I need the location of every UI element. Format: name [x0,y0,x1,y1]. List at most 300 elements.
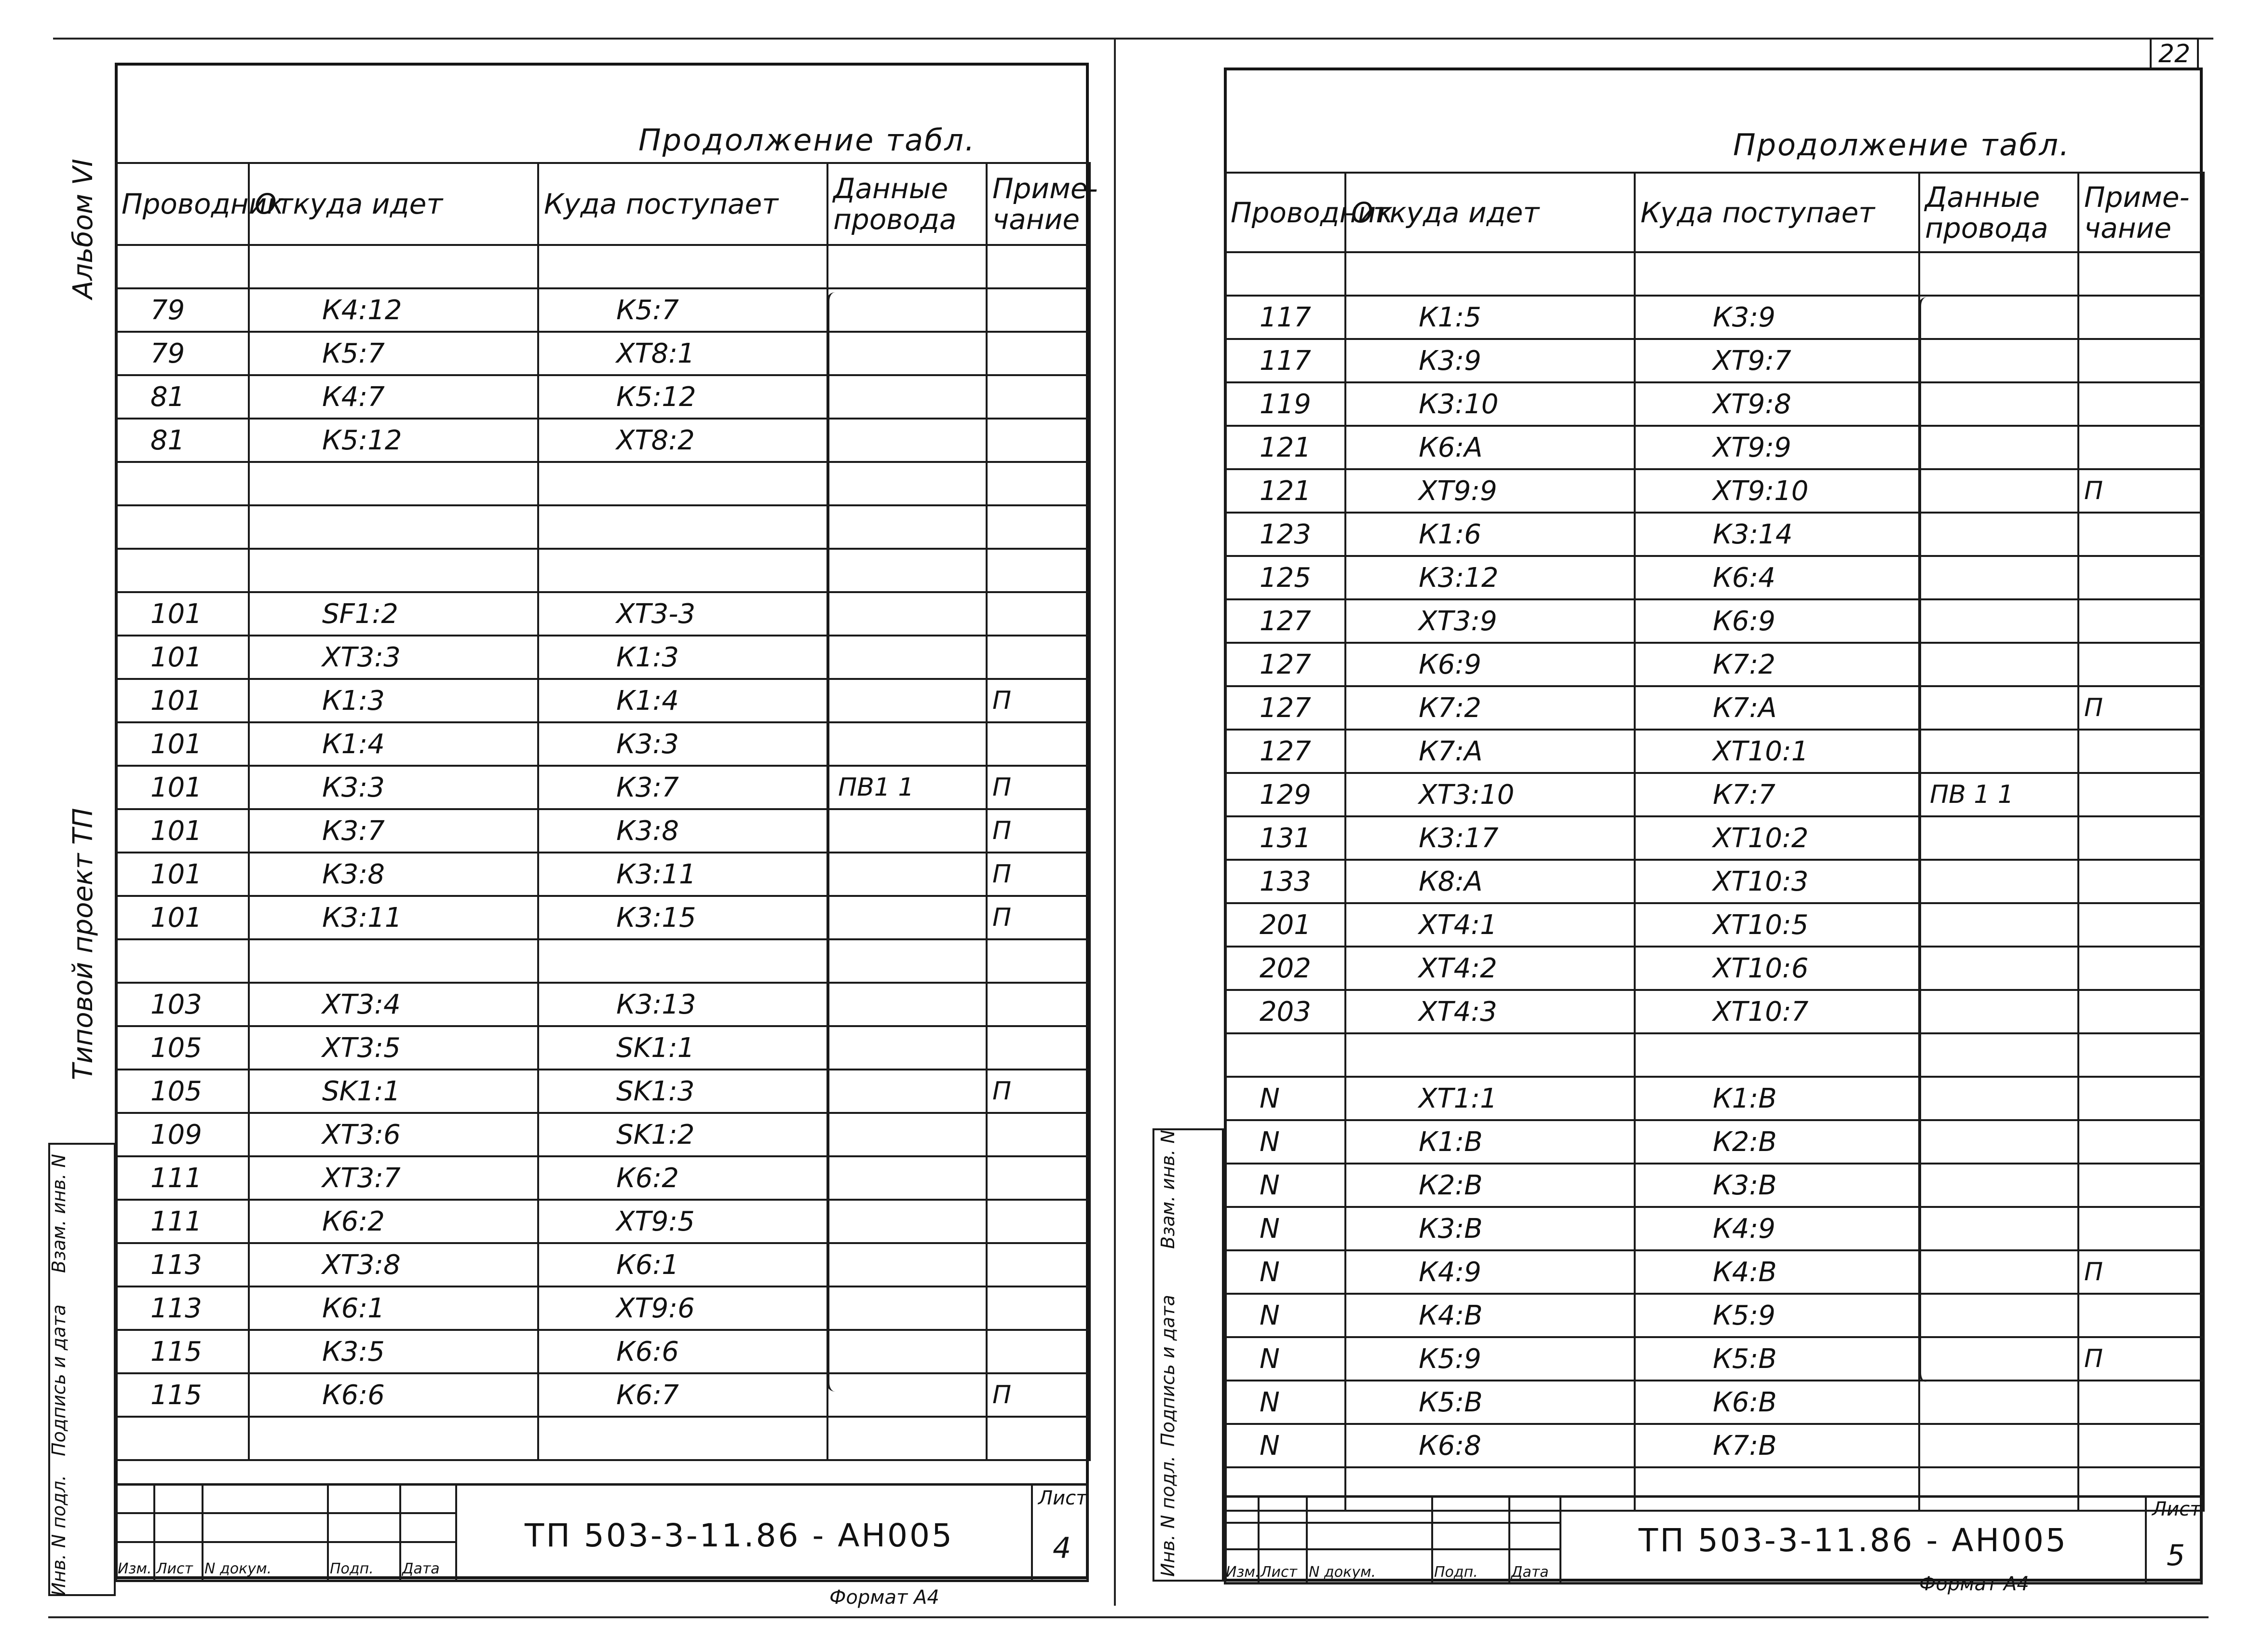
cell-note [987,1243,1090,1286]
cell-from: К1:В [1345,1120,1635,1164]
cell-from: К7:2 [1345,686,1635,730]
cell-to [538,505,827,549]
cell-note [2078,339,2204,382]
cell-note [2078,599,2204,643]
cell-from: К6:6 [249,1373,538,1417]
cell-wire: 125 [1225,556,1345,599]
table-row [116,1070,1090,1113]
cell-from: К6:2 [249,1200,538,1243]
cell-note [2078,1294,2204,1337]
cell-wire: 111 [116,1200,249,1243]
cell-data [1919,1337,2078,1381]
cell-wire: 123 [1225,513,1345,556]
cell-from: К1:3 [249,679,538,722]
table-row [116,1026,1090,1070]
cell-wire [116,1417,249,1460]
cell-data [827,809,987,853]
cell-note: П [2078,686,2204,730]
side-vzam-label: Взам. инв. N [48,1154,69,1273]
cell-note [2078,382,2204,426]
table-row [1225,773,2204,816]
right-page [1224,68,2203,1582]
cell-data [1919,1207,2078,1250]
cell-data [827,1156,987,1200]
cell-note [987,419,1090,462]
cell-note [987,636,1090,679]
cell-to [538,245,827,288]
cell-from: К2:В [1345,1164,1635,1207]
table-row [1225,382,2204,426]
cell-to: К3:14 [1635,513,1919,556]
header-data: Данные провода [1919,173,2078,252]
cell-wire [116,549,249,592]
cell-from [249,939,538,983]
cell-wire [116,939,249,983]
cell-to: ХТ10:3 [1635,860,1919,903]
cell-note [2078,1077,2204,1120]
cell-data [827,1417,987,1460]
cell-wire: 101 [116,722,249,766]
cell-note [987,939,1090,983]
cell-wire: N [1225,1077,1345,1120]
cell-to: К3:В [1635,1164,1919,1207]
cell-wire: 115 [116,1330,249,1373]
cell-to: К6:9 [1635,599,1919,643]
cell-to: ХТ10:2 [1635,816,1919,860]
cell-wire: 101 [116,809,249,853]
cell-to: К4:В [1635,1250,1919,1294]
cell-from: ХТ3:3 [249,636,538,679]
cell-to: К7:7 [1635,773,1919,816]
cell-data [827,288,987,332]
title-block-right [1224,1495,2203,1584]
cell-wire: 79 [116,332,249,375]
cell-to: К6:4 [1635,556,1919,599]
stamp-col-sign: Подп. [1434,1564,1478,1581]
cell-to [1635,252,1919,296]
cell-wire: 201 [1225,903,1345,947]
table-row [116,505,1090,549]
cell-from: К3:9 [1345,339,1635,382]
document-code: ТП 503-3-11.86 - АН005 [1639,1522,2068,1559]
cell-note: П [987,853,1090,896]
cell-wire: 81 [116,375,249,419]
cell-to: К6:6 [538,1330,827,1373]
cell-wire [1225,252,1345,296]
cell-from: ХТ3:7 [249,1156,538,1200]
cell-to: К3:3 [538,722,827,766]
cell-data [827,983,987,1026]
table-row [1225,339,2204,382]
stamp-row-line [115,1512,457,1514]
cell-data [827,419,987,462]
center-fold-line [1114,39,1116,1606]
sheet-label: Лист [2152,1498,2201,1520]
cell-from: К3:12 [1345,556,1635,599]
cell-note [987,505,1090,549]
cell-data [827,1243,987,1286]
cell-data [827,1113,987,1156]
cell-to: ХТ9:10 [1635,469,1919,513]
cell-to: К5:В [1635,1337,1919,1381]
cell-data [1919,1077,2078,1120]
cell-data [827,679,987,722]
table-row [1225,599,2204,643]
cell-note [987,288,1090,332]
table-row [116,1113,1090,1156]
cell-from: SF1:2 [249,592,538,636]
cell-to: SK1:1 [538,1026,827,1070]
cell-data [1919,426,2078,469]
cell-to: ХТ9:7 [1635,339,1919,382]
cell-data [827,1286,987,1330]
cell-data [1919,816,2078,860]
cell-note [987,245,1090,288]
cell-from: ХТ3:4 [249,983,538,1026]
cell-note [2078,1207,2204,1250]
cell-note [2078,1164,2204,1207]
table-row [1225,556,2204,599]
side-vzam-label: Взам. инв. N [1157,1130,1179,1249]
table-row [116,983,1090,1026]
cell-data [827,1200,987,1243]
cell-data [827,592,987,636]
cell-data [1919,947,2078,990]
cell-from: К3:11 [249,896,538,939]
cell-from [1345,252,1635,296]
stamp-col-date: Дата [402,1560,440,1577]
cell-to [538,939,827,983]
cell-data [1919,730,2078,773]
cell-from: К3:5 [249,1330,538,1373]
cell-wire: 127 [1225,686,1345,730]
table-row [1225,296,2204,339]
title-block-left [115,1483,1089,1582]
cell-wire: 109 [116,1113,249,1156]
cell-wire: 127 [1225,730,1345,773]
cell-wire: 117 [1225,339,1345,382]
cell-to: ХТ3-3 [538,592,827,636]
header-to: Куда поступает [1635,173,1919,252]
cell-data [1919,252,2078,296]
cell-note [987,1026,1090,1070]
table-row [116,592,1090,636]
cell-to: К1:4 [538,679,827,722]
header-wire: Проводник [1225,173,1345,252]
cell-from: К6:А [1345,426,1635,469]
wiring-table-left [115,162,1098,1461]
wiring-table-right [1224,172,2205,1512]
cell-to: SK1:3 [538,1070,827,1113]
cell-wire: N [1225,1424,1345,1467]
cell-to: К5:9 [1635,1294,1919,1337]
cell-to: К7:А [1635,686,1919,730]
stamp-col-izm: Изм. [1226,1564,1260,1581]
left-page [115,63,1098,1579]
table-row [116,1200,1090,1243]
cell-to: К6:1 [538,1243,827,1286]
table-row [1225,1207,2204,1250]
cell-wire: N [1225,1294,1345,1337]
cell-wire: 127 [1225,643,1345,686]
cell-from [1345,1033,1635,1077]
table-row [1225,686,2204,730]
table-row [116,939,1090,983]
cell-wire [1225,1033,1345,1077]
cell-note: П [987,679,1090,722]
bracket-right [1918,297,1936,1382]
cell-from: К3:В [1345,1207,1635,1250]
stamp-col-date: Дата [1511,1564,1549,1581]
cell-note [2078,1381,2204,1424]
cell-note [987,375,1090,419]
continuation-title: Продолжение табл. [1733,127,2071,162]
cell-data [827,245,987,288]
cell-data: ПВ 1 1 [1919,773,2078,816]
cell-to: ХТ9:6 [538,1286,827,1330]
header-from: Откуда идет [249,163,538,245]
cell-note [987,722,1090,766]
table-row [1225,1120,2204,1164]
cell-from: К3:3 [249,766,538,809]
cell-wire: 101 [116,853,249,896]
table-row [116,332,1090,375]
cell-from: К6:1 [249,1286,538,1330]
cell-data [827,549,987,592]
cell-data [1919,469,2078,513]
table-row [1225,1164,2204,1207]
cell-to: К3:8 [538,809,827,853]
side-sign-label: Подпись и дата [48,1304,69,1456]
cell-from: К4:9 [1345,1250,1635,1294]
table-row [1225,903,2204,947]
cell-to: К3:15 [538,896,827,939]
page-number: 22 [2150,38,2199,70]
cell-wire: N [1225,1381,1345,1424]
cell-from: К8:А [1345,860,1635,903]
cell-to: К3:9 [1635,296,1919,339]
cell-to: ХТ9:8 [1635,382,1919,426]
cell-from [249,245,538,288]
cell-from [249,505,538,549]
cell-note: П [987,1373,1090,1417]
cell-from: ХТ4:1 [1345,903,1635,947]
cell-wire: 101 [116,636,249,679]
cell-from: ХТ3:10 [1345,773,1635,816]
cell-wire: N [1225,1164,1345,1207]
cell-note [2078,947,2204,990]
table-row [116,679,1090,722]
cell-wire: 103 [116,983,249,1026]
cell-data [827,375,987,419]
cell-to: К7:2 [1635,643,1919,686]
cell-from: К5:12 [249,419,538,462]
stamp-col [399,1483,401,1582]
cell-note: П [987,896,1090,939]
table-row [116,245,1090,288]
cell-data [1919,339,2078,382]
cell-from: К7:А [1345,730,1635,773]
cell-wire: 133 [1225,860,1345,903]
cell-wire: 101 [116,592,249,636]
header-note: Приме-чание [987,163,1090,245]
cell-note [987,462,1090,505]
table-row [1225,1077,2204,1120]
cell-to: SK1:2 [538,1113,827,1156]
table-row [1225,1337,2204,1381]
cell-wire: 111 [116,1156,249,1200]
table-row [116,375,1090,419]
cell-wire: N [1225,1120,1345,1164]
cell-note [987,983,1090,1026]
cell-data [827,722,987,766]
cell-to: К1:В [1635,1077,1919,1120]
cell-to: К3:13 [538,983,827,1026]
stamp-row-line [1224,1522,1561,1524]
cell-from: ХТ3:8 [249,1243,538,1286]
stamp-col-list: Лист [156,1560,193,1577]
cell-note [987,1286,1090,1330]
cell-note [2078,816,2204,860]
table-row [116,1417,1090,1460]
cell-to: К3:11 [538,853,827,896]
cell-wire [116,462,249,505]
table-row [1225,1250,2204,1294]
table-row [1225,643,2204,686]
cell-note [2078,556,2204,599]
cell-wire: 113 [116,1243,249,1286]
sheet-label: Лист [1038,1487,1087,1509]
cell-note [2078,1033,2204,1077]
cell-note [987,1330,1090,1373]
cell-to: ХТ10:7 [1635,990,1919,1033]
cell-data [1919,990,2078,1033]
cell-data [1919,1164,2078,1207]
cell-data [1919,556,2078,599]
table-row [116,722,1090,766]
cell-note [2078,1120,2204,1164]
header-wire: Проводник [116,163,249,245]
side-inv-label: Инв. N подл. [1157,1455,1179,1577]
cell-to: ХТ8:1 [538,332,827,375]
cell-data [1919,643,2078,686]
continuation-title: Продолжение табл. [638,122,976,158]
bracket-left [827,292,844,1392]
stamp-col-list: Лист [1261,1564,1298,1581]
cell-wire: 101 [116,766,249,809]
cell-data [1919,1424,2078,1467]
format-label: Формат А4 [1919,1573,2029,1595]
cell-from: К1:4 [249,722,538,766]
table-row [1225,990,2204,1033]
table-row [116,1156,1090,1200]
cell-from: К6:9 [1345,643,1635,686]
cell-note [987,1156,1090,1200]
cell-from: К5:В [1345,1381,1635,1424]
cell-from: ХТ3:9 [1345,599,1635,643]
table-row [1225,860,2204,903]
cell-data [1919,1120,2078,1164]
cell-wire: N [1225,1207,1345,1250]
cell-from: К1:5 [1345,296,1635,339]
cell-to: К5:7 [538,288,827,332]
cell-to [1635,1033,1919,1077]
cell-note [987,332,1090,375]
stamp-col-izm: Изм. [118,1560,152,1577]
table-row [116,1286,1090,1330]
table-row [116,766,1090,809]
stamp-col-sign: Подп. [330,1560,374,1577]
cell-from [249,1417,538,1460]
header-note: Приме-чание [2078,173,2204,252]
stamp-col-doc: N докум. [204,1560,272,1577]
cell-note: П [987,1070,1090,1113]
table-row [1225,730,2204,773]
header-to: Куда поступает [538,163,827,245]
cell-wire: 105 [116,1070,249,1113]
project-type-label: Типовой проект ТП [68,808,99,1080]
cell-from [249,549,538,592]
cell-from: К4:12 [249,288,538,332]
cell-to: К6:7 [538,1373,827,1417]
sheet-number: 4 [1053,1531,1071,1565]
table-row [1225,513,2204,556]
cell-to: К2:В [1635,1120,1919,1164]
cell-data [827,636,987,679]
cell-from: К3:7 [249,809,538,853]
stamp-col [327,1483,329,1582]
cell-to [538,462,827,505]
cell-data [1919,903,2078,947]
cell-note: П [2078,1337,2204,1381]
cell-data [1919,1381,2078,1424]
table-row [116,1330,1090,1373]
cell-data [827,332,987,375]
cell-to: ХТ10:1 [1635,730,1919,773]
cell-from: К4:7 [249,375,538,419]
cell-data [1919,382,2078,426]
cell-wire: 79 [116,288,249,332]
cell-data [1919,1294,2078,1337]
cell-wire: 202 [1225,947,1345,990]
bottom-edge-line [48,1616,2209,1618]
cell-data [827,853,987,896]
cell-data [1919,513,2078,556]
cell-note [987,1417,1090,1460]
table-row [1225,1424,2204,1467]
cell-note [2078,643,2204,686]
cell-to: ХТ8:2 [538,419,827,462]
cell-data [1919,599,2078,643]
cell-to: ХТ9:5 [538,1200,827,1243]
cell-note [2078,730,2204,773]
cell-wire: N [1225,1337,1345,1381]
table-row [116,853,1090,896]
stamp-col [1508,1495,1510,1584]
cell-note [2078,990,2204,1033]
cell-note [2078,1424,2204,1467]
stamp-col [202,1483,203,1582]
cell-data [827,505,987,549]
cell-from: К6:8 [1345,1424,1635,1467]
table-row [1225,947,2204,990]
cell-note: П [2078,1250,2204,1294]
cell-to: К1:3 [538,636,827,679]
table-row [116,636,1090,679]
cell-from: К5:9 [1345,1337,1635,1381]
cell-data [1919,296,2078,339]
cell-wire: 113 [116,1286,249,1330]
